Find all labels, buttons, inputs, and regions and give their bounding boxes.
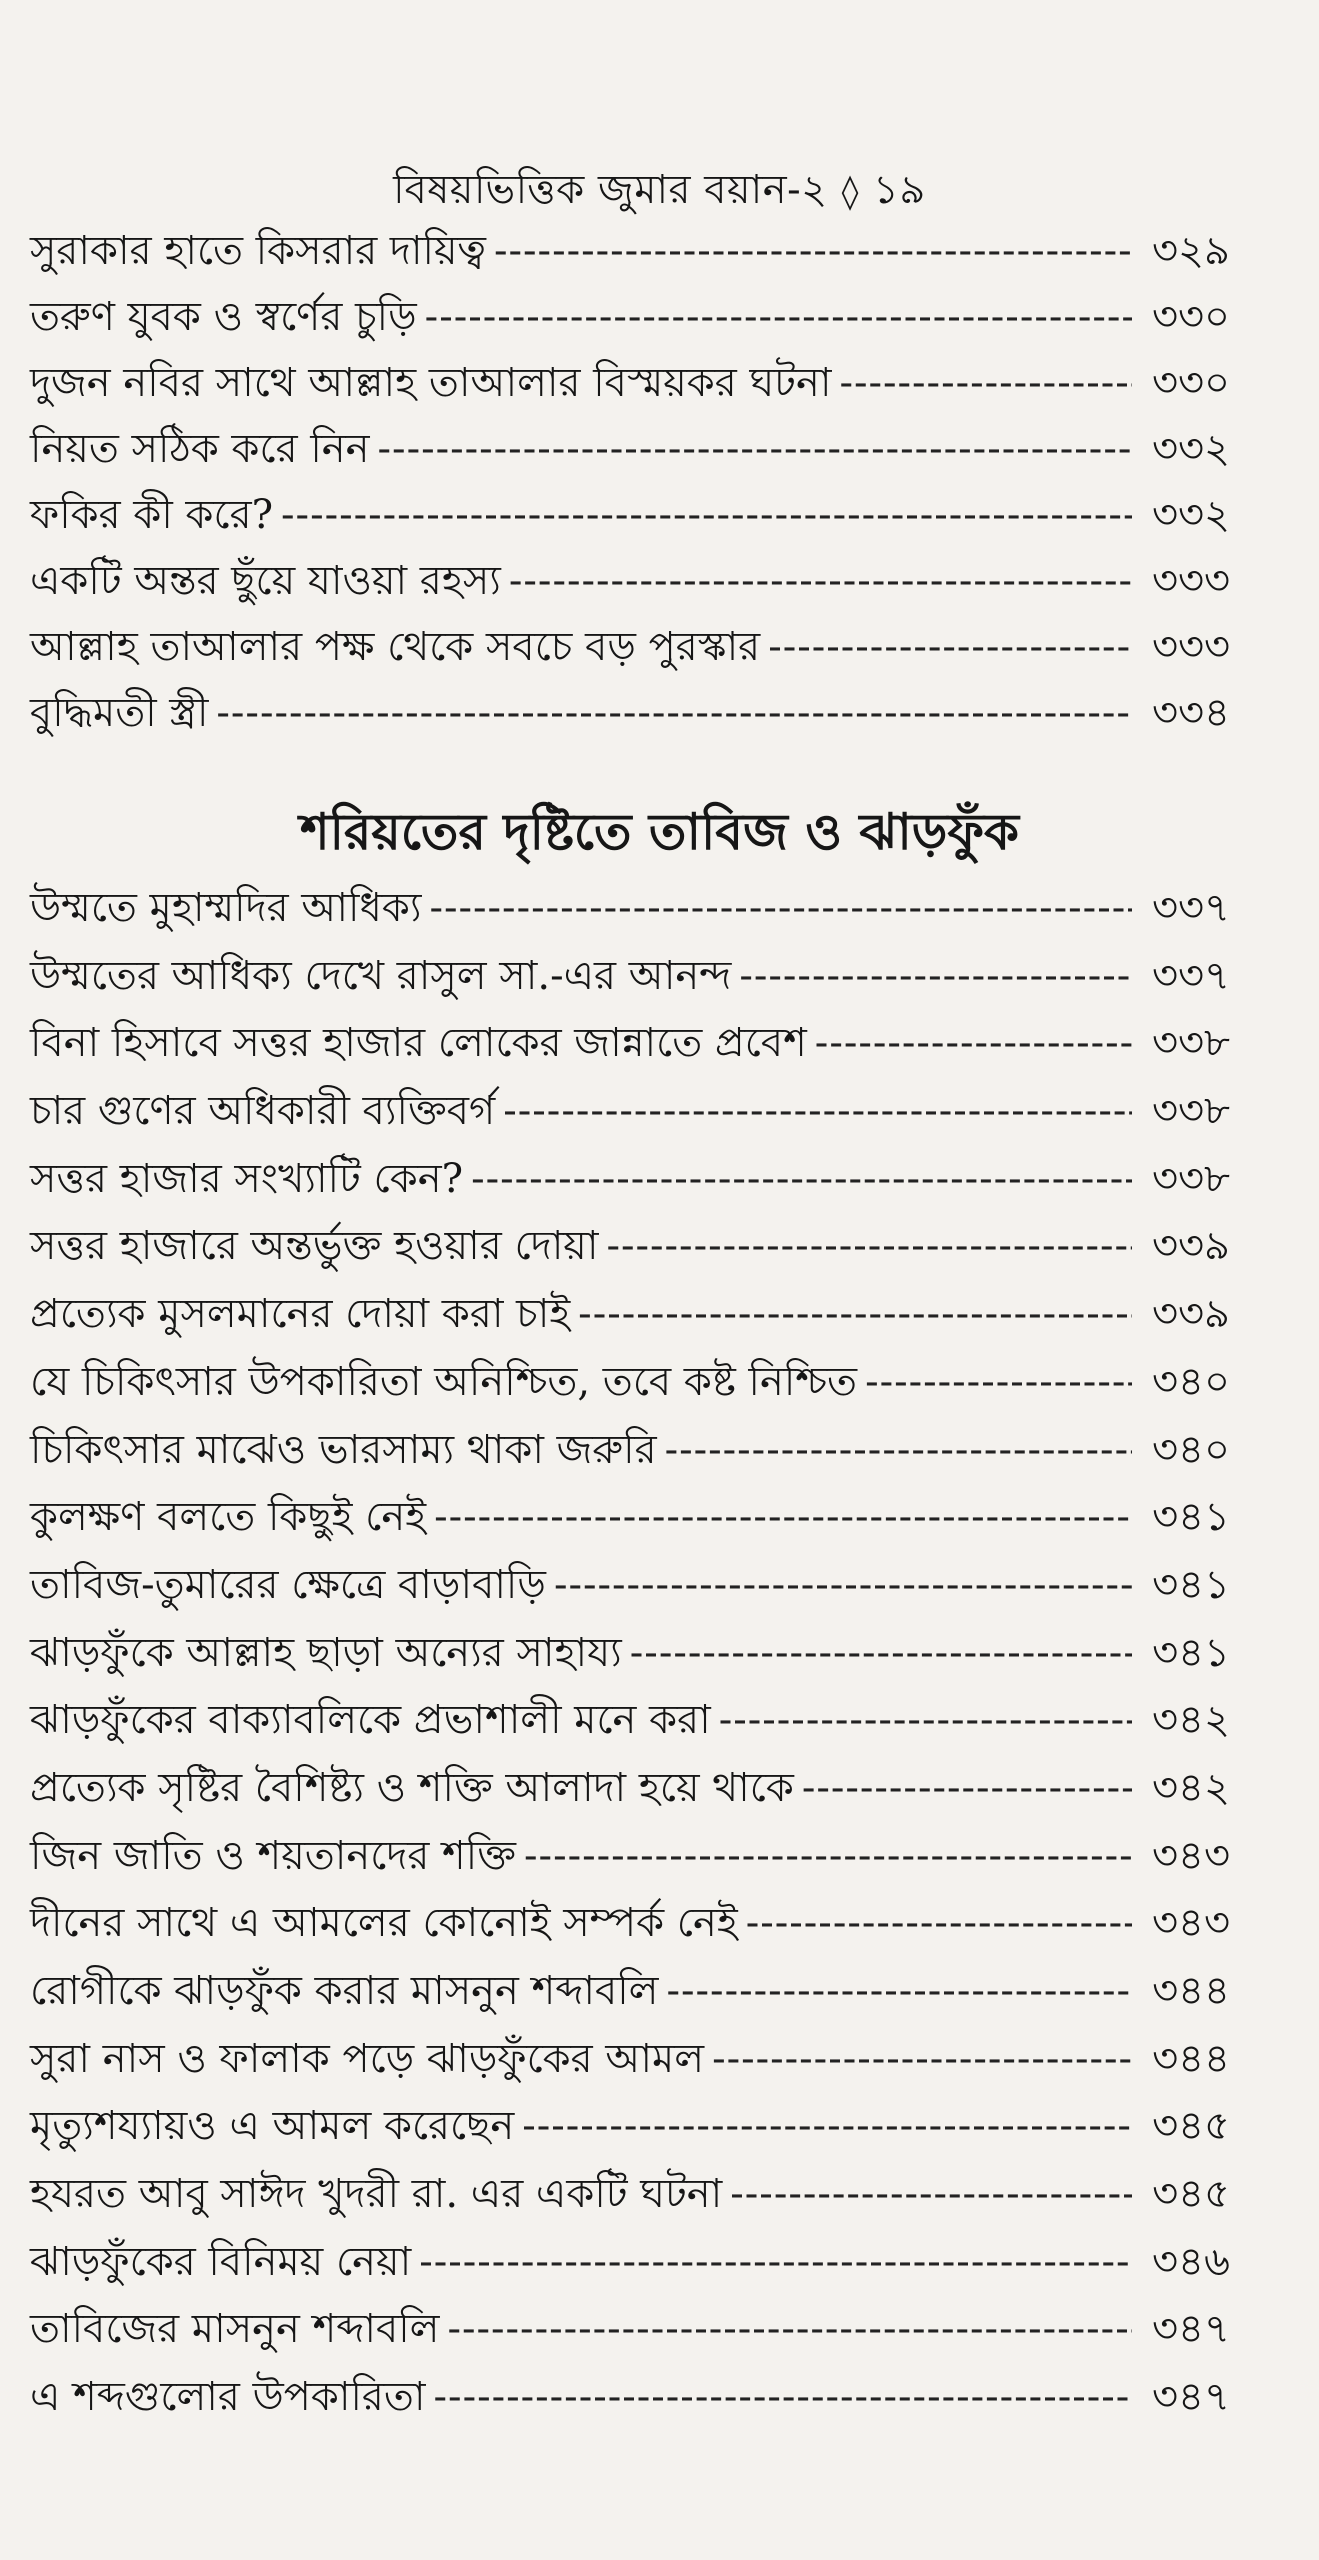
toc-entry-title: কুলক্ষণ বলতে কিছুই নেই xyxy=(30,1494,427,1541)
toc-entry xyxy=(30,1890,1230,1958)
toc-dash-leader xyxy=(434,2364,1132,2432)
toc-dash-leader xyxy=(281,482,1132,548)
toc-dash-leader xyxy=(839,350,1132,416)
toc-dash-leader xyxy=(712,2026,1132,2094)
toc-entry xyxy=(30,2229,1230,2297)
toc-entry-title: উম্মতের আধিক্য দেখে রাসুল সা.-এর আনন্দ xyxy=(30,952,732,999)
section-heading: শরিয়তের দৃষ্টিতে তাবিজ ও ঝাড়ফুঁক xyxy=(300,803,1019,861)
toc-entry xyxy=(30,1078,1230,1146)
toc-entry xyxy=(30,943,1230,1011)
toc-entry-page: ৩৪০ xyxy=(1152,1426,1230,1473)
toc-dash-leader xyxy=(522,2093,1132,2161)
toc-dash-leader xyxy=(739,943,1132,1011)
toc-dash-leader xyxy=(606,1213,1132,1281)
toc-entry-title: যে চিকিৎসার উপকারিতা অনিশ্চিত, তবে কষ্ট নিশ্চিত xyxy=(30,1358,858,1405)
toc-entry xyxy=(30,218,1230,284)
toc-dash-leader xyxy=(447,2296,1132,2364)
toc-entry xyxy=(30,2296,1230,2364)
toc-entry-title: ফকির কী করে? xyxy=(30,492,274,538)
toc-entry xyxy=(30,614,1230,680)
toc-entry xyxy=(30,1417,1230,1485)
toc-dash-leader xyxy=(630,1620,1132,1688)
toc-entry-title: তরুণ যুবক ও স্বর্ণের চুড়ি xyxy=(30,294,417,340)
toc-dash-leader xyxy=(419,2229,1132,2297)
toc-entry xyxy=(30,2161,1230,2229)
toc-entry-page: ৩৩০ xyxy=(1151,294,1230,340)
toc-dash-leader xyxy=(719,1687,1132,1755)
toc-entry-title: উম্মতে মুহাম্মদির আধিক্য xyxy=(30,885,422,931)
toc-entry-title: সুরা নাস ও ফালাক পড়ে ঝাড়ফুঁকের আমল xyxy=(30,2035,705,2082)
toc-entry-page: ৩৪২ xyxy=(1152,1697,1230,1744)
toc-entry-page: ৩৩৩ xyxy=(1151,558,1230,604)
toc-entry xyxy=(30,680,1230,746)
toc-entry-title: সুরাকার হাতে কিসরার দায়িত্ব xyxy=(30,228,486,274)
toc-entry-title: সত্তর হাজার সংখ্যাটি কেন? xyxy=(30,1155,464,1202)
toc-entry-page: ৩৪৩ xyxy=(1152,1832,1230,1879)
toc-dash-leader xyxy=(216,680,1132,746)
toc-dash-leader xyxy=(503,1078,1132,1146)
toc-entry xyxy=(30,1213,1230,1281)
toc-entry-page: ৩৪৪ xyxy=(1152,1968,1230,2014)
toc-entry xyxy=(30,1620,1230,1688)
toc-dash-leader xyxy=(378,416,1132,482)
toc-dash-leader xyxy=(434,1484,1132,1552)
toc-entry xyxy=(30,2364,1230,2432)
toc-entry xyxy=(30,1958,1230,2026)
toc-entry-title: চিকিৎসার মাঝেও ভারসাম্য থাকা জরুরি xyxy=(30,1426,657,1473)
toc-entry-title: রোগীকে ঝাড়ফুঁক করার মাসনুন শব্দাবলি xyxy=(30,1968,659,2014)
toc-entry xyxy=(30,548,1230,614)
toc-entry-page: ৩৩৯ xyxy=(1152,1223,1230,1270)
toc-entry-page: ৩৪১ xyxy=(1152,1561,1230,1608)
toc-dash-leader xyxy=(509,548,1132,614)
toc-entry-page: ৩৩৭ xyxy=(1151,952,1230,999)
toc-dash-leader xyxy=(746,1890,1132,1958)
toc-entry-page: ৩৩৪ xyxy=(1152,690,1230,736)
toc-entry-page: ৩৪৫ xyxy=(1152,2103,1230,2150)
toc-dash-leader xyxy=(471,1146,1132,1214)
toc-entry-page: ৩৪১ xyxy=(1152,1629,1230,1676)
toc-entry xyxy=(30,2026,1230,2094)
toc-dash-leader xyxy=(667,1958,1133,2026)
toc-entry-page: ৩৩২ xyxy=(1151,426,1230,472)
toc-list-part2 xyxy=(30,875,1230,2432)
toc-entry xyxy=(30,350,1230,416)
diamond-separator-icon: ◊ xyxy=(841,172,859,212)
toc-entry xyxy=(30,2093,1230,2161)
toc-entry xyxy=(30,1349,1230,1417)
toc-dash-leader xyxy=(494,218,1132,284)
toc-dash-leader xyxy=(865,1349,1132,1417)
toc-dash-leader xyxy=(815,1010,1132,1078)
toc-entry xyxy=(30,1484,1230,1552)
running-title: বিষয়ভিত্তিক জুমার বয়ান-২ xyxy=(393,167,828,213)
toc-entry-page: ৩৪৬ xyxy=(1152,2238,1230,2285)
toc-entry-page: ৩৩৩ xyxy=(1151,624,1230,670)
toc-dash-leader xyxy=(429,875,1132,943)
toc-entry-title: আল্লাহ তাআলার পক্ষ থেকে সবচে বড় পুরস্কার xyxy=(30,624,761,670)
toc-entry-title: বিনা হিসাবে সত্তর হাজার লোকের জান্নাতে প্রবেশ xyxy=(30,1020,807,1067)
toc-entry xyxy=(30,1281,1230,1349)
toc-entry-page: ৩৩০ xyxy=(1151,360,1230,406)
toc-dash-leader xyxy=(730,2161,1132,2229)
toc-entry-title: ঝাড়ফুঁকের বাক্যাবলিকে প্রভাশালী মনে করা xyxy=(30,1697,711,1744)
toc-entry-page: ৩৪১ xyxy=(1152,1494,1230,1541)
toc-entry-page: ৩৩৭ xyxy=(1151,885,1230,931)
toc-entry xyxy=(30,1552,1230,1620)
toc-entry-title: এ শব্দগুলোর উপকারিতা xyxy=(30,2374,426,2421)
toc-entry xyxy=(30,1146,1230,1214)
toc-entry-title: বুদ্ধিমতী স্ত্রী xyxy=(30,690,209,736)
toc-entry-title: প্রত্যেক মুসলমানের দোয়া করা চাই xyxy=(30,1291,571,1338)
toc-dash-leader xyxy=(425,284,1132,350)
toc-entry-title: নিয়ত সঠিক করে নিন xyxy=(30,426,370,472)
toc-entry-title: মৃত্যুশয্যায়ও এ আমল করেছেন xyxy=(30,2103,515,2150)
toc-entry-page: ৩৩৮ xyxy=(1152,1020,1230,1067)
toc-entry-title: দুজন নবির সাথে আল্লাহ তাআলার বিস্ময়কর ঘটনা xyxy=(30,360,832,406)
toc-entry-page: ৩৩৮ xyxy=(1152,1088,1230,1135)
toc-entry-title: ঝাড়ফুঁকের বিনিময় নেয়া xyxy=(30,2238,412,2285)
header-page-number: ১৯ xyxy=(872,167,926,213)
toc-dash-leader xyxy=(802,1755,1132,1823)
toc-entry-page: ৩৩২ xyxy=(1151,492,1230,538)
toc-entry-title: চার গুণের অধিকারী ব্যক্তিবর্গ xyxy=(30,1088,496,1135)
toc-entry-page: ৩৩৯ xyxy=(1152,1291,1230,1338)
toc-entry-title: ঝাড়ফুঁকে আল্লাহ ছাড়া অন্যের সাহায্য xyxy=(30,1629,622,1676)
toc-entry-page: ৩৪৭ xyxy=(1152,2374,1230,2421)
toc-dash-leader xyxy=(554,1552,1132,1620)
toc-entry-title: একটি অন্তর ছুঁয়ে যাওয়া রহস্য xyxy=(30,558,501,604)
toc-entry xyxy=(30,875,1230,943)
toc-dash-leader xyxy=(665,1417,1132,1485)
toc-entry xyxy=(30,482,1230,548)
toc-entry xyxy=(30,1687,1230,1755)
toc-list-part1 xyxy=(30,218,1230,746)
toc-entry xyxy=(30,1755,1230,1823)
toc-dash-leader xyxy=(578,1281,1132,1349)
toc-entry-page: ৩৪২ xyxy=(1152,1764,1230,1811)
toc-entry-page: ৩৩৮ xyxy=(1152,1155,1230,1202)
toc-entry-title: সত্তর হাজারে অন্তর্ভুক্ত হওয়ার দোয়া xyxy=(30,1223,599,1270)
toc-entry xyxy=(30,1823,1230,1891)
toc-entry-title: হযরত আবু সাঈদ খুদরী রা. এর একটি ঘটনা xyxy=(30,2171,723,2218)
toc-entry xyxy=(30,1010,1230,1078)
toc-entry-page: ৩৪৪ xyxy=(1152,2035,1230,2082)
toc-entry-page: ৩৪০ xyxy=(1152,1358,1230,1405)
toc-entry-title: তাবিজ-তুমারের ক্ষেত্রে বাড়াবাড়ি xyxy=(30,1561,546,1608)
toc-entry-title: তাবিজের মাসনুন শব্দাবলি xyxy=(30,2306,440,2353)
toc-dash-leader xyxy=(524,1823,1132,1891)
toc-entry-page: ৩২৯ xyxy=(1152,228,1230,274)
toc-entry-page: ৩৪৩ xyxy=(1152,1900,1230,1947)
toc-dash-leader xyxy=(768,614,1132,680)
running-header xyxy=(0,158,1319,225)
toc-entry-title: প্রত্যেক সৃষ্টির বৈশিষ্ট্য ও শক্তি আলাদা হয়ে থাকে xyxy=(30,1764,794,1811)
toc-entry-title: দীনের সাথে এ আমলের কোনোই সম্পর্ক নেই xyxy=(30,1900,738,1947)
toc-entry xyxy=(30,284,1230,350)
toc-entry-page: ৩৪৭ xyxy=(1152,2306,1230,2353)
toc-entry xyxy=(30,416,1230,482)
toc-entry-title: জিন জাতি ও শয়তানদের শক্তি xyxy=(30,1832,517,1879)
toc-entry-page: ৩৪৫ xyxy=(1152,2171,1230,2218)
